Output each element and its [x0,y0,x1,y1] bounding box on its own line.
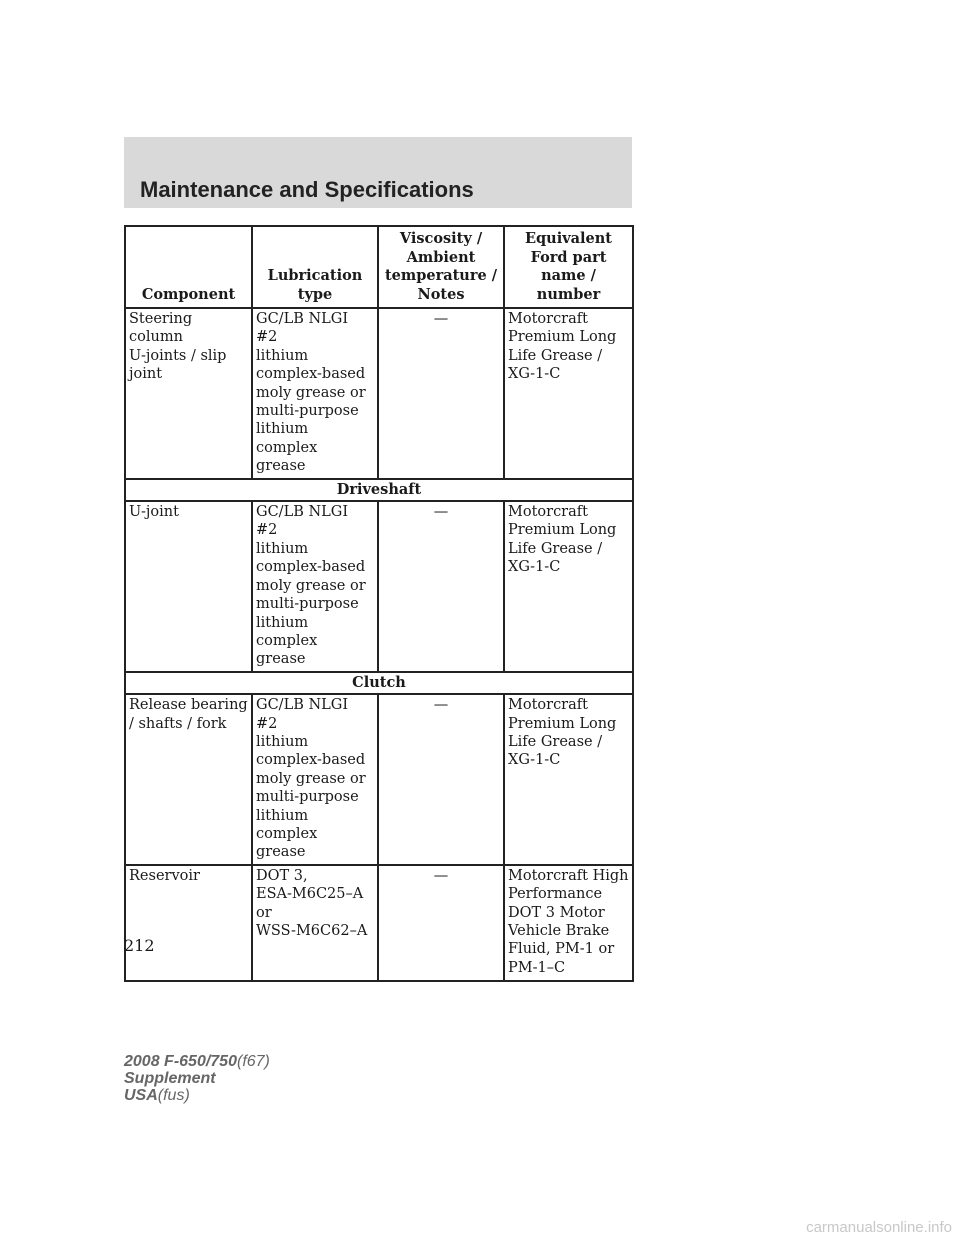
table-header-row [125,226,633,308]
cell-component [125,501,252,672]
cell-component [125,694,252,865]
cell-text: — [433,311,449,327]
table-row [125,865,633,981]
table-row [125,694,633,865]
column-header-label: Component [141,285,236,303]
cell-text: Reservoir [129,867,200,884]
cell-ford-part [504,694,633,865]
column-header-label: Viscosity / Ambient temperature / Notes [384,230,498,303]
section-row [125,479,633,501]
section-header-band [124,137,632,208]
cell-lubrication [252,865,378,981]
cell-text: GC/LB NLGI #2 lithium complex-based moly grease or multi-purpose lithium complex grease [256,504,366,668]
cell-text: — [433,867,449,884]
column-header-label: Equivalent Ford part name / number [524,230,613,303]
table-row [125,308,633,479]
section-heading-clutch: Clutch [125,672,633,694]
footer-model-line [124,1053,270,1070]
footer-market: USA [124,1087,158,1104]
cell-viscosity [378,501,504,672]
cell-ford-part [504,308,633,479]
cell-text: Motorcraft Premium Long Life Grease / XG-1-C [508,697,617,769]
document-footer [124,1053,270,1104]
cell-ford-part [504,865,633,981]
cell-text: GC/LB NLGI #2 lithium complex-based moly grease or multi-purpose lithium complex grease [256,697,366,861]
footer-model-code: (f67) [236,1053,270,1070]
cell-lubrication [252,694,378,865]
footer-market-code: (fus) [157,1087,190,1104]
column-header-label: Lubrication type [267,267,363,303]
footer-market-line [124,1087,270,1104]
cell-component [125,865,252,981]
page-number: 212 [124,936,155,955]
footer-supplement: Supplement [124,1070,216,1087]
cell-text: DOT 3, ESA-M6C25–A or WSS-M6C62–A [256,867,368,939]
cell-viscosity [378,865,504,981]
column-header-component [125,226,252,308]
cell-viscosity [378,694,504,865]
section-title: Maintenance and Specifications [140,177,474,202]
cell-component [125,308,252,479]
lubricant-spec-table [124,225,634,982]
watermark: carmanualsonline.info [806,1219,952,1236]
cell-text: Motorcraft Premium Long Life Grease / XG-1-C [508,311,617,383]
cell-text: — [433,504,449,521]
cell-text: Motorcraft High Performance DOT 3 Motor Vehicle Brake Fluid, PM-1 or PM-1–C [508,867,629,976]
cell-text: GC/LB NLGI #2 lithium complex-based moly grease or multi-purpose lithium complex grease [256,311,366,475]
section-heading-driveshaft: Driveshaft [125,479,633,501]
cell-text: Steering column U-joints / slip joint [129,311,227,383]
table-row [125,501,633,672]
cell-text: Release bearing / shafts / fork [129,697,248,732]
footer-model: 2008 F-650/750 [124,1053,237,1070]
cell-text: Motorcraft Premium Long Life Grease / XG-1-C [508,504,617,576]
cell-lubrication [252,501,378,672]
cell-ford-part [504,501,633,672]
cell-lubrication [252,308,378,479]
section-row [125,672,633,694]
column-header-viscosity [378,226,504,308]
column-header-ford-part [504,226,633,308]
cell-text: — [433,697,449,714]
cell-viscosity [378,308,504,479]
cell-text: U-joint [129,504,179,521]
column-header-lubrication-type [252,226,378,308]
